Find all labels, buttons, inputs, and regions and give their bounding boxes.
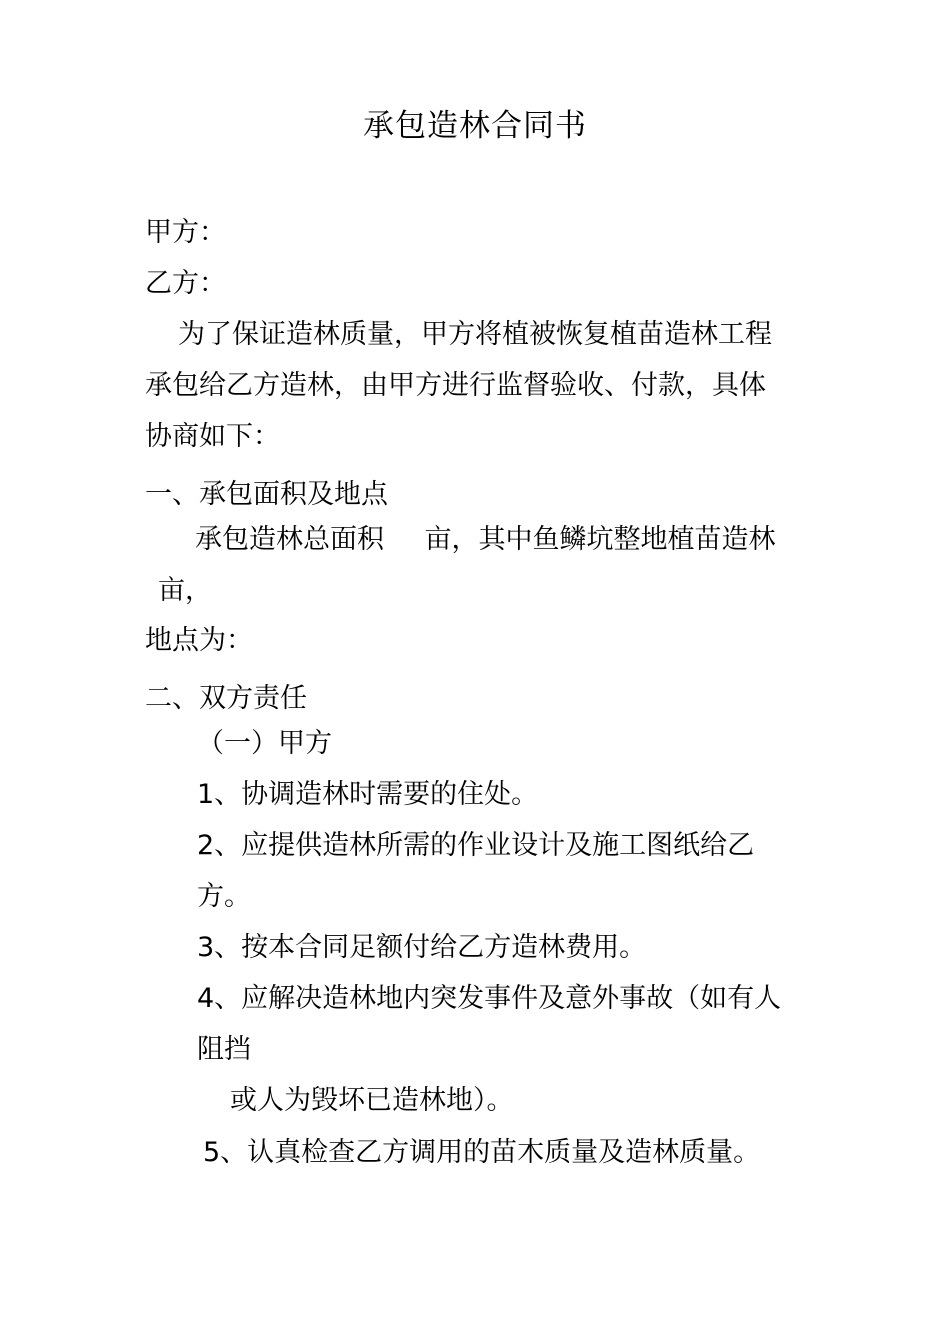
party-a-item-2-line-2: 方。 (197, 881, 251, 912)
party-a-item-4-line-1: 4、应解决造林地内突发事件及意外事故（如有人 (197, 983, 782, 1014)
area-line-1: 承包造林总面积 亩，其中鱼鳞坑整地植苗造林 (195, 524, 776, 555)
party-b-label: 乙方： (145, 268, 226, 299)
party-a-label: 甲方： (145, 217, 226, 248)
intro-paragraph-line-3: 协商如下： (145, 421, 280, 452)
section-heading-area-location: 一、承包面积及地点 (145, 479, 388, 510)
intro-paragraph-line-1: 为了保证造林质量，甲方将植被恢复植苗造林工程 (178, 319, 772, 350)
party-a-item-4-line-2: 阻挡 (197, 1034, 251, 1065)
subsection-party-a: （一）甲方 (197, 728, 332, 759)
party-a-item-3: 3、按本合同足额付给乙方造林费用。 (197, 932, 647, 963)
document-title: 承包造林合同书 (363, 108, 587, 144)
party-a-item-2-line-1: 2、应提供造林所需的作业设计及施工图纸给乙 (197, 830, 755, 861)
location-line: 地点为： (145, 625, 253, 656)
party-a-item-4-line-3: 或人为毁坏已造林地）。 (230, 1085, 514, 1116)
intro-paragraph-line-2: 承包给乙方造林，由甲方进行监督验收、付款，具体 (145, 370, 766, 401)
area-line-2: 亩， (158, 575, 212, 606)
party-a-item-5: 5、认真检查乙方调用的苗木质量及造林质量。 (203, 1137, 761, 1168)
party-a-item-1: 1、协调造林时需要的住处。 (197, 779, 539, 810)
section-heading-responsibilities: 二、双方责任 (145, 683, 307, 714)
